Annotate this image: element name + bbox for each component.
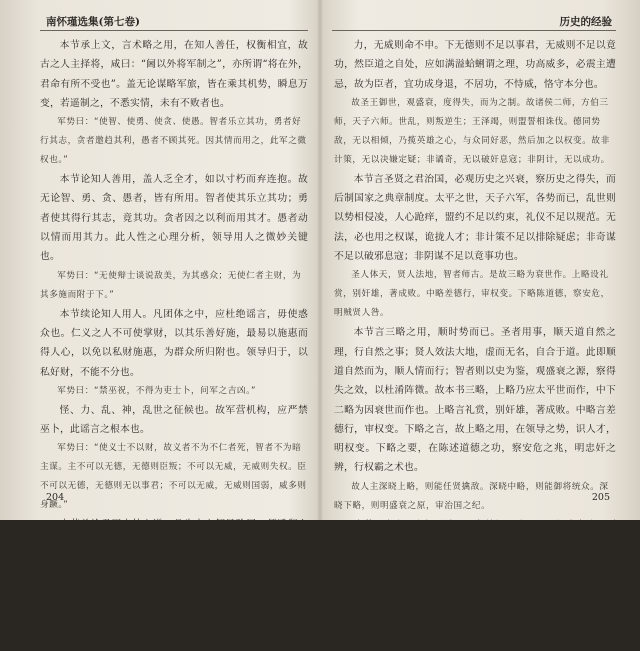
left-page [0, 0, 318, 647]
paragraph: 本节总论君臣自处之道，凡为上之领导阶层，须透彻人情，知用人也，或义或利，或动之以情，或示之以威，此在四人而异，不可执一，统御之道，成败决于本身之条件，德威相辅而用也。故主暴则臣叛，主愚则臣贪，任臣之法，均以修德为先，以不德为己。故主之无德，必为人所弃；此《大学》所言：“故天子以至于庶人，壹是皆以修身为本。”上无德，则御下不 [40, 519, 308, 647]
paragraph: 力，无威则命不申。下无德则不足以事君，无威则不足以竟功，然臣道之自处，应如满溢蛤蜊谓之理，功高威多，必震主遭忌，故为臣者，宜功成身退，不居功，不恃威，恪守本分也。 [334, 40, 616, 90]
paragraph: 本节言三略之用，顺时势而已。圣者用事，顺天道自然之理，行自然之事；贤人效法大地，虚而无名，自合于道。此即顺道自然而为，顺人情而行；智者则以史为鉴，观盛衰之源，察得失之效，以杜淆阵微。故本书三略，上略乃应太平世而作，中下二略为因衰世而作也。上略言礼赏，别奸雄，著成败。中略言差德行，审权变。下略之言，故上略之用，在领导之势，识人才，明权变。下略之要，在陈述道德之功，察安危之兆，明忠奸之辨，行权霸之术也。 [334, 327, 616, 474]
header-rule [40, 30, 308, 31]
paragraph: 本节续论知人用人。凡团体之中，应杜绝谣言，毋使惑众也。仁义之人不可使掌财，以其乐善好施，最易以施惠而得人心，以免以私财施惠，为群众所归附也。领导归于，以私好财，不能不分也。 [40, 308, 308, 378]
quoted-passage: 圣人体天，贤人法地，智者师古。是故三略为衰世作。上略设礼赏，别奸雄，著成败。中略差德行，审权变。下略陈道德，察安危，明贼贤人咎。 [334, 270, 610, 319]
quoted-passage: 军势曰：“使智、使勇、使贪、使愚。智者乐立其功，勇者好行其志，贪者邀趋其利，愚者不顾其死。因其情而用之，此军之微权也。” [40, 117, 307, 166]
running-header: 南怀瑾选集(第七卷) [46, 16, 140, 28]
page-number: 204 [46, 492, 65, 503]
quoted-passage: 军势曰：“使义士不以财，故义者不为不仁者死，智者不为暗主谋。主不可以无德，无德则臣叛；不可以无威，无威则失权。臣不可以无德，无德则无以事君；不可以无威，无威则国弱，威多则身蹶。” [40, 443, 307, 511]
paragraph: 本节言圣贤之君治国，必观历史之兴衰，察历史之得失，而后制国家之典章制度。太平之世，天子六军，各势而已，乱世则以势相侵凌，人心跄痒，盟约不足以约束，礼仪不足以规范。无法，必也用之权谋，诡拢人才；非计策不足以排除疑虑；非奇谋不足以破邪息寇；非阴谋不足以竟事功也。 [334, 173, 616, 263]
quoted-passage: 故圣王御世，观盛衰，度得失，而为之制。故诸侯二师，方伯三师，天子六师。世乱，则叛逆生；王泽竭，则盟誓相诛伐。德同势敌，无以相倾，乃揽英雄之心，与众同好恶，然后加之以权变。故非计策，无以决嫌定疑；非谲奇，无以破奸息寇；非阴计，无以成功。 [334, 97, 610, 165]
header-rule [332, 30, 616, 31]
quoted-passage: 军势曰：“无使辩士谈说敌美，为其惑众；无使仁者主财，为其多施而附于下。” [40, 270, 302, 300]
paragraph: 怪、力、乱、神，乱世之征候也。故军营机构，应严禁巫卜，此谣言之根本也。 [40, 404, 308, 436]
paragraph: 本节论知人善用，盖人乏全才，如以寸朽而弃连抱。故无论智、勇、贪、愚者，皆有所用。智者使其乐立其功；勇者使其得行其志，竟其功。贪者因之以利而用其才。愚者动以情而用其力。此人性之心理分析，领导用人之微妙关键也。 [40, 174, 308, 263]
running-header: 历史的经验 [559, 16, 612, 28]
page-body [40, 36, 308, 651]
page-number: 205 [591, 492, 610, 503]
paragraph: 本节承上文，言术略之用，在知人善任，权衡相宜，故古之人主择将，咸曰：“阃以外将军制之”，亦所谓“将在外，君命有所不受也”。盖无论谋略军旅，皆在乘其机势，瞬息万变，若遥制之，不悉实情，未有不败者也。 [40, 40, 308, 109]
paragraph: 本节承上文，言领导阶层，务熟知三略。人君深晓上略，则能任贤擒敌于而治天下。深晓中略，则能统御将士，出号施令以平天下。深晓下略，则知观古以鉴今，明盛衰之源，审得失之要， [334, 519, 616, 589]
page-body [334, 36, 616, 593]
quoted-passage: 军势曰：“禁巫祝，不得为吏士卜，问军之吉凶。” [57, 385, 257, 396]
quoted-passage: 故人主深晓上略，则能任贤擒敌。深晓中略，则能御将统众。深晓下略，则明盛衰之原，审治国之纪。 [334, 481, 609, 511]
right-page [322, 0, 640, 589]
